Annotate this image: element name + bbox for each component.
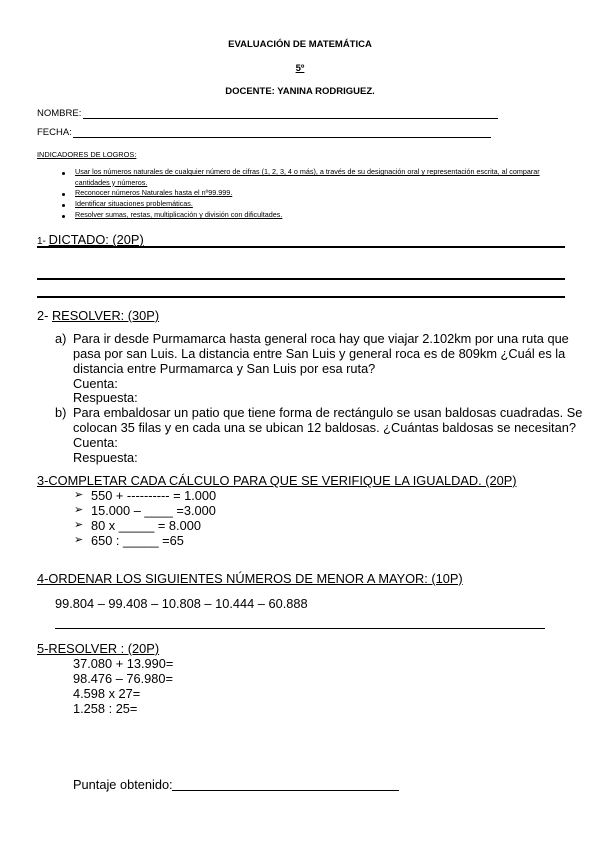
arrow-bullet-icon: ➢	[74, 503, 84, 516]
date-label: FECHA:	[37, 127, 72, 138]
section5-heading: 5-RESOLVER : (20P)	[37, 641, 160, 656]
problem-a-line: pasa por san Luis. La distancia entre San Luis y general roca es de 809km ¿Cuál es la	[73, 346, 566, 361]
numbers-to-order: 99.804 – 99.408 – 10.808 – 10.444 – 60.888	[55, 596, 308, 611]
dictation-line[interactable]	[37, 296, 565, 298]
section3-heading	[37, 473, 517, 488]
indicators-title: INDICADORES DE LOGROS:	[37, 150, 137, 159]
name-label: NOMBRE:	[37, 108, 82, 119]
bullet-icon	[62, 204, 65, 207]
arrow-bullet-icon: ➢	[74, 518, 84, 531]
operation-item: 98.476 – 76.980=	[73, 671, 173, 686]
name-line[interactable]	[83, 118, 498, 119]
grade-label: 5º	[295, 63, 305, 74]
section4-heading	[37, 571, 463, 586]
section2-title: RESOLVER: (30P)	[51, 308, 160, 323]
indicator-item: Usar los números naturales de cualquier número de cifras (1, 2, 3, 4 o más), a través de su designación oral y representación escrita, al comparar cantidades y números.	[75, 167, 540, 187]
bullet-icon	[62, 172, 65, 175]
dictation-line[interactable]	[37, 246, 565, 248]
arrow-bullet-icon: ➢	[74, 488, 84, 501]
section4-title: -ORDENAR LOS SIGUIENTES NÚMEROS DE MENOR A MAYOR: (10P)	[44, 571, 463, 586]
problem-b-respuesta: Respuesta:	[73, 450, 138, 465]
completion-item: 15.000 – ____ =3.000	[91, 503, 216, 518]
indicator-item: Identificar situaciones problemáticas.	[75, 199, 193, 208]
problem-a-line: distancia entre Purmamarca y San Luis por esa ruta?	[73, 361, 376, 376]
arrow-bullet-icon: ➢	[74, 533, 84, 546]
operation-item: 1.258 : 25=	[73, 701, 138, 716]
operation-item: 37.080 + 13.990=	[73, 656, 174, 671]
section3-number: 3	[37, 473, 45, 488]
section1-number: 1-	[37, 236, 49, 247]
problem-a-marker: a)	[55, 331, 67, 346]
section2-heading	[37, 308, 159, 323]
section3-title: -COMPLETAR CADA CÁLCULO PARA QUE SE VERIFIQUE LA IGUALDAD. (20P)	[44, 473, 517, 488]
section4-number: 4	[37, 571, 45, 586]
teacher-label: DOCENTE: YANINA RODRIGUEZ.	[225, 86, 375, 97]
section1-title: DICTADO: (20P)	[48, 232, 144, 247]
problem-b-line: Para embaldosar un patio que tiene forma de rectángulo se usan baldosas cuadradas. Se	[73, 405, 583, 420]
indicator-item: Reconocer números Naturales hasta el nº99.999.	[75, 188, 233, 197]
order-answer-line[interactable]	[55, 628, 545, 629]
completion-item: 80 x _____ = 8.000	[91, 518, 201, 533]
completion-item: 550 + ---------- = 1.000	[91, 488, 217, 503]
problem-b-cuenta: Cuenta:	[73, 435, 118, 450]
problem-a-cuenta: Cuenta:	[73, 376, 118, 391]
operation-item: 4.598 x 27=	[73, 686, 141, 701]
bullet-icon	[62, 215, 65, 218]
indicator-item: Resolver sumas, restas, multiplicación y división con dificultades.	[75, 210, 283, 219]
problem-a-line: Para ir desde Purmamarca hasta general roca hay que viajar 2.102km por una ruta que	[73, 331, 569, 346]
section2-number: 2-	[37, 308, 52, 323]
problem-b-line: colocan 35 filas y en cada una se ubican 12 baldosas. ¿Cuántas baldosas se necesitan?	[73, 420, 576, 435]
problem-a-respuesta: Respuesta:	[73, 390, 138, 405]
score-label: Puntaje obtenido:	[73, 777, 173, 792]
exam-title: EVALUACIÓN DE MATEMÁTICA	[228, 39, 372, 50]
problem-b-marker: b)	[55, 405, 67, 420]
score-line[interactable]	[172, 790, 399, 791]
bullet-icon	[62, 193, 65, 196]
completion-item: 650 : _____ =65	[91, 533, 184, 548]
date-line[interactable]	[73, 137, 491, 138]
dictation-line[interactable]	[37, 278, 565, 280]
section1-heading	[37, 232, 144, 247]
